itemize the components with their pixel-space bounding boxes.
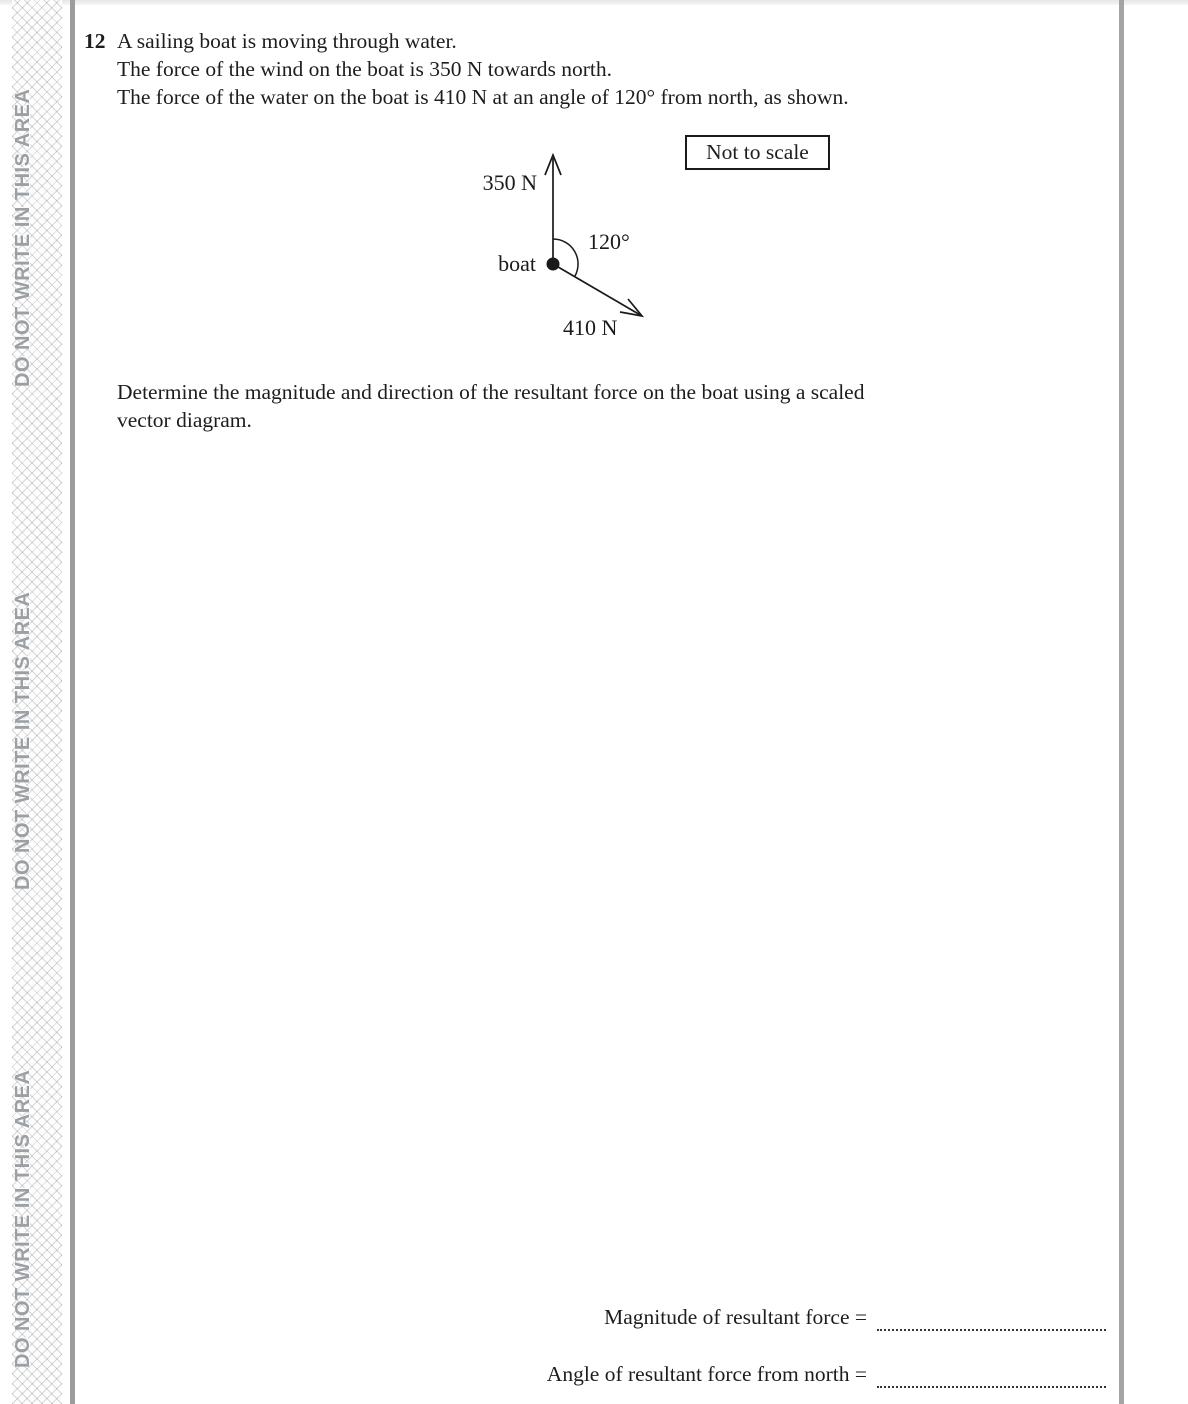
magnitude-answer-line[interactable] [877,1307,1106,1331]
page-edge-band [0,0,1188,5]
question-intro-line: A sailing boat is moving through water. [117,29,457,53]
not-to-scale-label: Not to scale [706,140,809,164]
question-intro-line: The force of the water on the boat is 410 N at an angle of 120° from north, as shown. [117,85,849,109]
angle-label: 120° [588,229,630,254]
question-number: 12 [84,29,106,53]
right-margin-rule [1119,0,1124,1404]
left-margin-rule [70,0,75,1404]
water-force-arrow [553,264,642,316]
angle-answer-label: Angle of resultant force from north = [546,1362,867,1386]
boat-dot-icon [547,258,560,271]
angle-answer-line[interactable] [877,1364,1106,1388]
boat-label: boat [498,251,536,276]
question-task [117,378,864,434]
question-intro-line: The force of the wind on the boat is 350 N towards north. [117,57,612,81]
question-intro [117,27,849,111]
not-to-scale-box [685,135,830,170]
do-not-write-watermark: DO NOT WRITE IN THIS AREA [12,591,34,890]
water-force-label: 410 N [563,315,618,340]
do-not-write-watermark: DO NOT WRITE IN THIS AREA [12,1069,34,1369]
question-task-line: Determine the magnitude and direction of the resultant force on the boat using a scaled [117,380,865,404]
do-not-write-watermark: DO NOT WRITE IN THIS AREA [12,88,34,387]
wind-force-label: 350 N [482,170,537,195]
magnitude-answer-label: Magnitude of resultant force = [604,1305,867,1329]
question-task-line: vector diagram. [117,408,252,432]
